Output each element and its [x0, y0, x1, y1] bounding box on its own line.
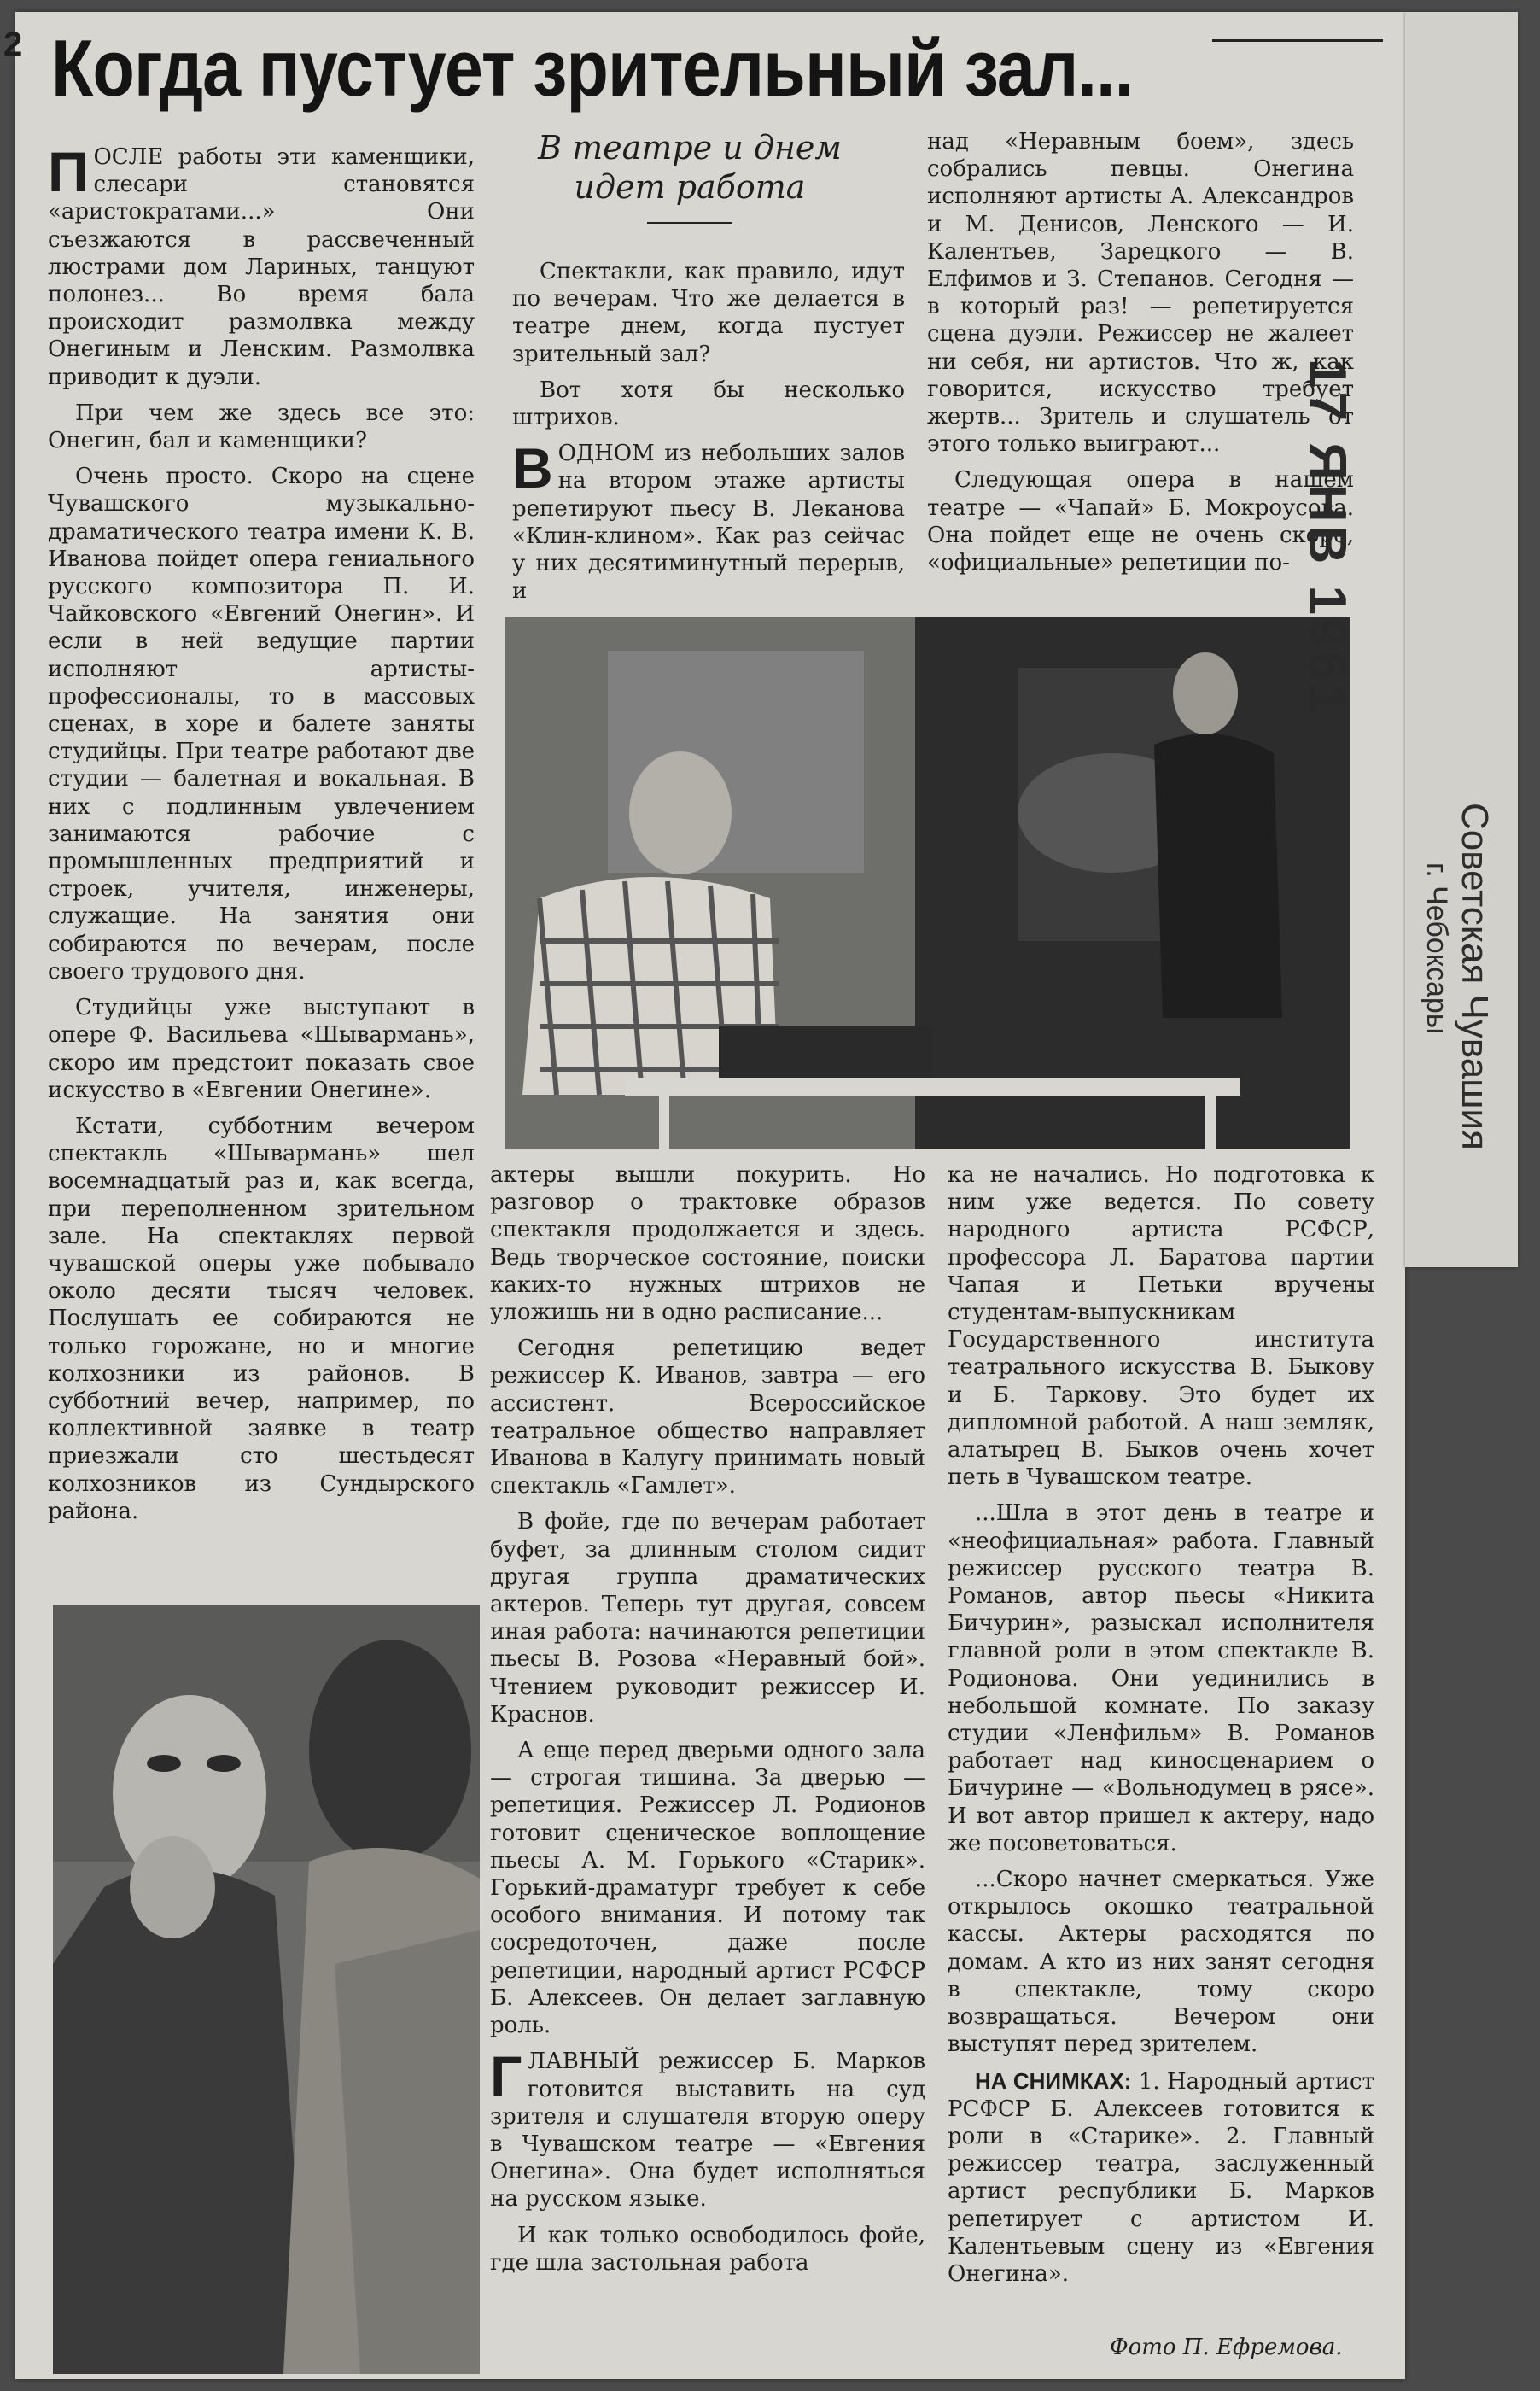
- paragraph: ...Шла в этот день в театре и «неофициальная» работа. Главный режиссер русского театра В. Романов, автор пьесы «Никита Бичурин», разыскал исполнителя главной роли в этом спектакле В. Родионова. Они уединились в небольшой комнате. По заказу студии «Ленфильм» В. Романов работает над киносценарием о Бичурине — «Вольнодумец в рясе». И вот автор пришел к актеру, надо же посоветоваться.: [948, 1500, 1374, 1856]
- paragraph: актеры вышли покурить. Но разговор о трактовке образов спектакля продолжается и здесь. Ведь творческое состояние, поиски каких-то нужных штрихов не уложишь ни в одно расписание...: [490, 1162, 925, 1326]
- paragraph-text: ЛАВНЫЙ режиссер Б. Марков готовится выставить на суд зрителя и слушателя вторую оперу в Чувашском театре — «Евгения Онегина». Она будет исполняться на русском языке.: [490, 2049, 925, 2213]
- paragraph: ка не начались. Но подготовка к ним уже ведется. По совету народного артиста РСФСР, профессора Л. Баратова партии Чапая и Петьки вручены студентам-выпускникам Государственного института театрального искусства В. Быкову и Б. Таркову. Это будет их дипломной работой. А наш земляк, алатырец В. Быков очень хочет петь в Чувашском театре.: [948, 1162, 1374, 1491]
- photo-actor-alekseev: [53, 1605, 480, 2374]
- photo-credit: Фото П. Ефремова.: [1110, 2335, 1343, 2360]
- paragraph: Студийцы уже выступают в опере Ф. Васильева «Шывармань», скоро им предстоит показать свое искусство в «Евгении Онегине».: [48, 995, 475, 1103]
- drop-cap: В: [512, 436, 553, 500]
- photo-caption: [948, 2067, 1374, 2289]
- paragraph: В фойе, где по вечерам работает буфет, за длинным столом сидит другая группа драматических актеров. Теперь тут другая, совсем иная работа: начинаются репетиции пьесы В. Розова «Неравный бой». Чтением руководит режиссер И. Краснов.: [490, 1509, 925, 1727]
- caption-text: 1. Народный артист РСФСР Б. Алексеев готовится к роли в «Старике». 2. Главный режиссер театра, заслуженный артист республики Б. Марков репетирует с артистом И. Калентьевым сцену из «Евгения Онегина».: [948, 2068, 1374, 2287]
- column-3-top: [927, 128, 1354, 615]
- date-stamp: 17 ЯНВ 1961: [1298, 359, 1356, 717]
- paragraph: Сегодня репетицию ведет режиссер К. Иванов, завтра — его ассистент. Всероссийское театральное общество направляет Иванова в Калугу принимать новый спектакль «Гамлет».: [490, 1336, 925, 1499]
- paragraph-text: ОСЛЕ работы эти каменщики, слесари становятся «аристократами...» Они съезжаются в рассвеченный люстрами дом Лариных, танцуют полонез... Во время бала происходит размолвка между Онегиным и Ленским. Размолвка приводит к дуэли.: [48, 144, 475, 390]
- paragraph-text: ОДНОМ из небольших залов на втором этаже артисты репетируют пьесу В. Леканова «Клин-клином». Как раз сейчас у них десятиминутный перерыв, и: [512, 441, 905, 605]
- article-headline: Когда пустует зрительный зал...: [51, 23, 1134, 113]
- newspaper-name-stamp: Советская Чувашия: [1454, 803, 1496, 1150]
- article-subhead: В театре и днем идет работа: [538, 129, 842, 206]
- paragraph: При чем же здесь все это: Онегин, бал и каменщики?: [48, 400, 475, 454]
- headline-rule: [1212, 39, 1383, 42]
- paragraph: [490, 2044, 925, 2213]
- paragraph: [512, 436, 905, 605]
- city-stamp: г. Чебоксары: [1420, 862, 1453, 1035]
- paragraph: И как только освободилось фойе, где шла застольная работа: [490, 2222, 925, 2276]
- paragraph: Следующая опера в нашем театре — «Чапай» Б. Мокроусова. Она пойдет еще не очень скоро, «официальные» репетиции по-: [927, 467, 1354, 576]
- paragraph: над «Неравным боем», здесь собрались певцы. Онегина исполняют артисты А. Александров и М. Денисов, Ленского — И. Калентьев, Зарецкого — В. Елфимов и З. Степанов. Сегодня — в который раз! — репетируется сцена дуэли. Режиссер не жалеет ни себя, ни артистов. Что ж, как говорится, искусство требует жертв... Зритель и слушатель от этого только выиграют...: [927, 129, 1354, 458]
- caption-lead: НА СНИМКАХ:: [975, 2067, 1132, 2094]
- paragraph: А еще перед дверьми одного зала — строгая тишина. За дверью — репетиция. Режиссер Л. Родионов готовит сценическое воплощение пьесы А. М. Горького «Старик». Горький-драматург требует к себе особого внимания. И потому так сосредоточен, даже после репетиции, народный артист РСФСР Б. Алексеев. Он делает заглавную роль.: [490, 1738, 925, 2039]
- column-2-top: [512, 258, 905, 617]
- column-1: [48, 140, 475, 1570]
- column-3-bottom: [948, 1161, 1374, 2331]
- drop-cap: П: [48, 140, 89, 203]
- paragraph: Очень просто. Скоро на сцене Чувашского музыкально-драматического театра имени К. В. Иванова пойдет опера гениального русского композитора П. И. Чайковского «Евгений Онегин». И если в ней ведущие партии исполняют артисты-профессионалы, то в массовых сценах, в хоре и балете заняты студийцы. При театре работают две студии — балетная и вокальная. В них с подлинным увлечением занимаются рабочие с промышленных предприятий и строек, учителя, инженеры, служащие. На занятия они собираются по вечерам, после своего трудового дня.: [48, 464, 475, 985]
- corner-mark: 2: [3, 26, 23, 63]
- paragraph: Вот хотя бы несколько штрихов.: [512, 377, 905, 431]
- paragraph: ...Скоро начнет смеркаться. Уже открылось окошко театральной кассы. Актеры расходятся по домам. А кто из них занят сегодня в спектакле, тому скоро возвращаться. Вечером они выступят перед зрителем.: [948, 1867, 1374, 2058]
- paragraph: Кстати, субботним вечером спектакль «Шывармань» шел восемнадцатый раз и, как всегда, при переполненном зрительном зале. На спектаклях первой чувашской оперы уже побывало около десяти тысяч человек. Послушать ее собираются не только горожане, но и многие колхозники из районов. В субботний вечер, например, по коллективной заявке в театр приезжали сто шестьдесят колхозников из Сундырского района.: [48, 1113, 475, 1524]
- paragraph: [48, 140, 475, 391]
- subhead-rule: [647, 222, 732, 224]
- paragraph: Спектакли, как правило, идут по вечерам. Что же делается в театре днем, когда пустует зрительный зал?: [512, 259, 905, 367]
- photo-rehearsal-markov: [505, 617, 1350, 1149]
- drop-cap: Г: [490, 2044, 522, 2108]
- column-2-bottom: [490, 1161, 925, 2374]
